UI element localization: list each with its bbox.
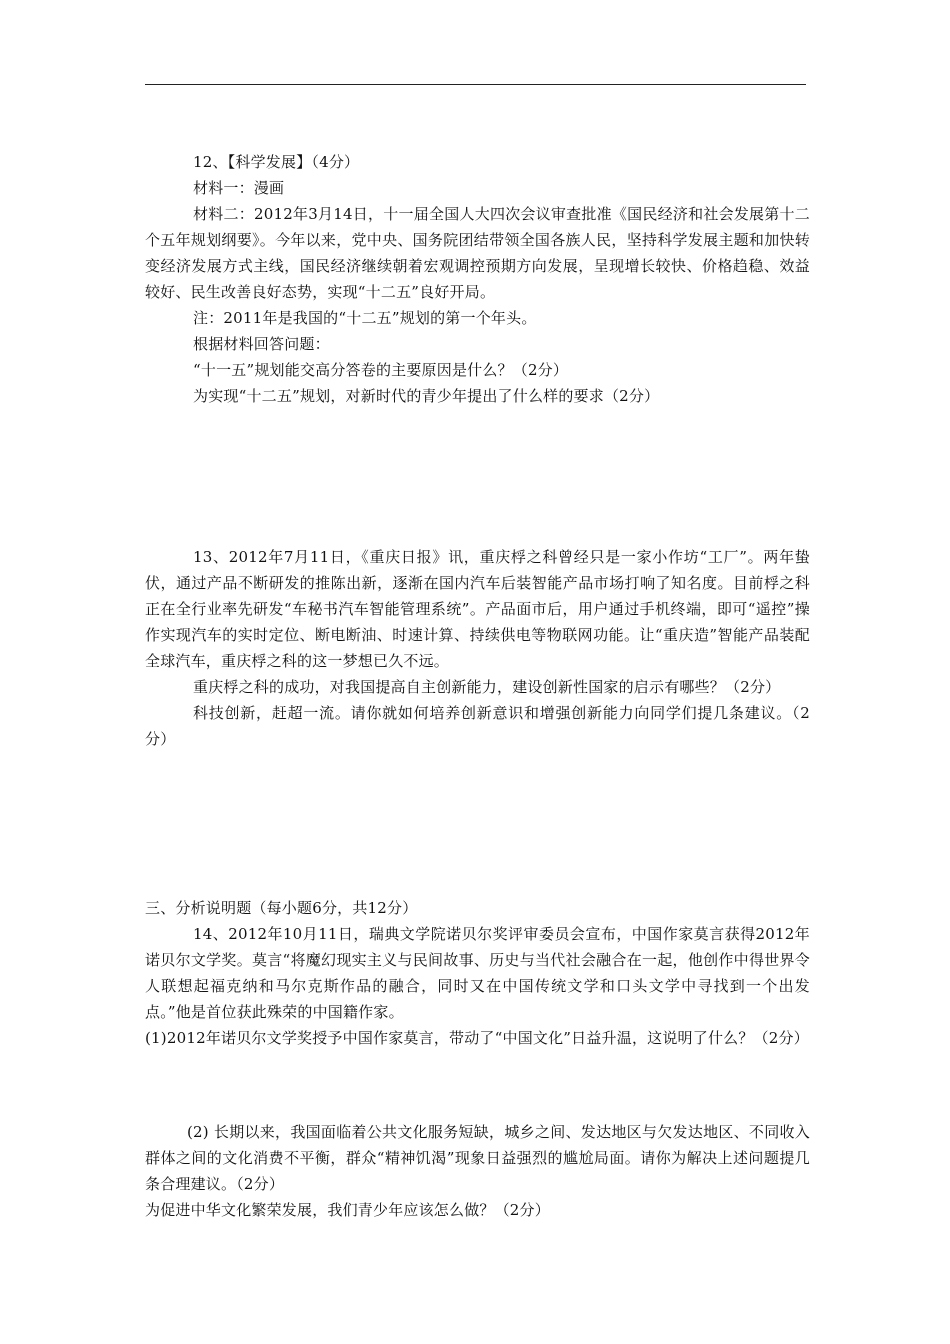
question-12-heading: 12、【科学发展】（4分） xyxy=(193,153,360,171)
question-14-sub-1: (1)2012年诺贝尔文学奖授予中国作家莫言，带动了“中国文化”日益升温，这说明了什么？（2分） xyxy=(145,1029,809,1047)
section-3-heading: 三、分析说明题（每小题6分，共12分） xyxy=(145,899,418,917)
question-12-sub-1: “十一五”规划能交高分答卷的主要原因是什么？（2分） xyxy=(193,361,569,379)
question-14-sub-2: (2) 长期以来，我国面临着公共文化服务短缺，城乡之间、发达地区与欠发达地区、不同收入群体之间的文化消费不平衡，群众“精神饥渴”现象日益强烈的尴尬局面。请你为解决上述问题提几条合理建议。（2分） xyxy=(145,1123,810,1193)
question-12-instruction: 根据材料回答问题： xyxy=(193,335,330,353)
question-13-sub-1: 重庆桴之科的成功，对我国提高自主创新能力，建设创新性国家的启示有哪些？（2分） xyxy=(193,678,781,696)
question-14-sub-3: 为促进中华文化繁荣发展，我们青少年应该怎么做？（2分） xyxy=(145,1201,550,1219)
header-rule xyxy=(145,84,806,85)
question-12-sub-2: 为实现“十二五”规划，对新时代的青少年提出了什么样的要求（2分） xyxy=(193,387,660,405)
question-12-block xyxy=(145,149,810,409)
section-3-block xyxy=(145,895,810,1051)
question-14-continued-block xyxy=(145,1119,810,1223)
question-13-passage: 13、2012年7月11日，《重庆日报》讯，重庆桴之科曾经只是一家小作坊“工厂”。两年蛰伏，通过产品不断研发的推陈出新，逐渐在国内汽车后装智能产品市场打响了知名度。目前桴之科正在全行业率先研发“车秘书汽车智能管理系统”。产品面市后，用户通过手机终端，即可“遥控”操作实现汽车的实时定位、断电断油、时速计算、持续供电等物联网功能。让“重庆造”智能产品装配全球汽车，重庆桴之科的这一梦想已久不远。 xyxy=(145,548,810,670)
question-13-block xyxy=(145,544,810,752)
question-12-note: 注：2011年是我国的“十二五”规划的第一个年头。 xyxy=(193,309,537,327)
question-14-passage: 14、2012年10月11日，瑞典文学院诺贝尔奖评审委员会宣布，中国作家莫言获得2012年诺贝尔文学奖。莫言“将魔幻现实主义与民间故事、历史与当代社会融合在一起，他创作中得世界令人联想起福克纳和马尔克斯作品的融合，同时又在中国传统文学和口头文学中寻找到一个出发点。”他是首位获此殊荣的中国籍作家。 xyxy=(145,925,810,1021)
question-12-material-1: 材料一：漫画 xyxy=(193,179,285,197)
question-13-sub-2: 科技创新，赶超一流。请你就如何培养创新意识和增强创新能力向同学们提几条建议。（2分） xyxy=(145,704,810,748)
question-12-material-2: 材料二：2012年3月14日，十一届全国人大四次会议审查批准《国民经济和社会发展第十二个五年规划纲要》。今年以来，党中央、国务院团结带领全国各族人民，坚持科学发展主题和加快转变经济发展方式主线，国民经济继续朝着宏观调控预期方向发展，呈现增长较快、价格趋稳、效益较好、民生改善良好态势，实现“十二五”良好开局。 xyxy=(145,205,810,301)
